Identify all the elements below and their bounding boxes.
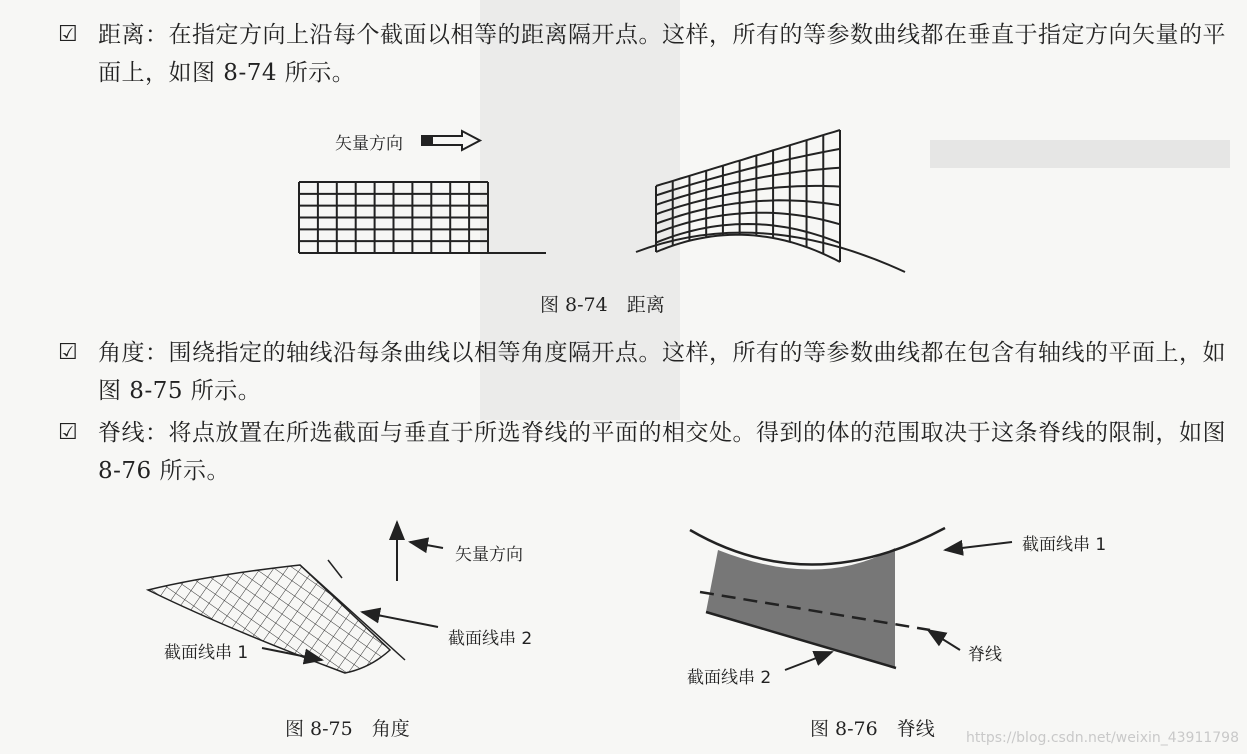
fig74-caption: 图 8-74 距离 [540, 294, 665, 316]
watermark: https://blog.csdn.net/weixin_43911798 [965, 730, 1239, 746]
checkbox-icon: ☑ [58, 420, 78, 445]
fig75-caption: 图 8-75 角度 [285, 718, 410, 740]
fig75-section1-label: 截面线串 1 [164, 643, 249, 663]
fig76-section1-label: 截面线串 1 [1022, 535, 1107, 555]
item-spine-text: 脊线：将点放置在所选截面与垂直于所选脊线的平面的相交处。得到的体的范围取决于这条脊线的限制，如图 8-76 所示。 [98, 420, 1226, 484]
fig76-spine-label: 脊线 [968, 645, 1002, 665]
fig76-section2-label: 截面线串 2 [687, 668, 772, 688]
checkbox-icon: ☑ [58, 22, 78, 47]
fig74-vector-label: 矢量方向 [335, 134, 403, 154]
item-angle-text: 角度：围绕指定的轴线沿每条曲线以相等角度隔开点。这样，所有的等参数曲线都在包含有轴线的平面上，如图 8-75 所示。 [98, 340, 1226, 404]
spine-surface [690, 528, 1012, 670]
checkbox-icon: ☑ [58, 340, 78, 365]
fig76-caption: 图 8-76 脊线 [810, 718, 935, 740]
fig75-section2-label: 截面线串 2 [448, 629, 533, 649]
item-distance-text: 距离：在指定方向上沿每个截面以相等的距离隔开点。这样，所有的等参数曲线都在垂直于指定方向矢量的平面上，如图 8-74 所示。 [98, 22, 1226, 86]
fig75-vector-label: 矢量方向 [455, 545, 523, 565]
